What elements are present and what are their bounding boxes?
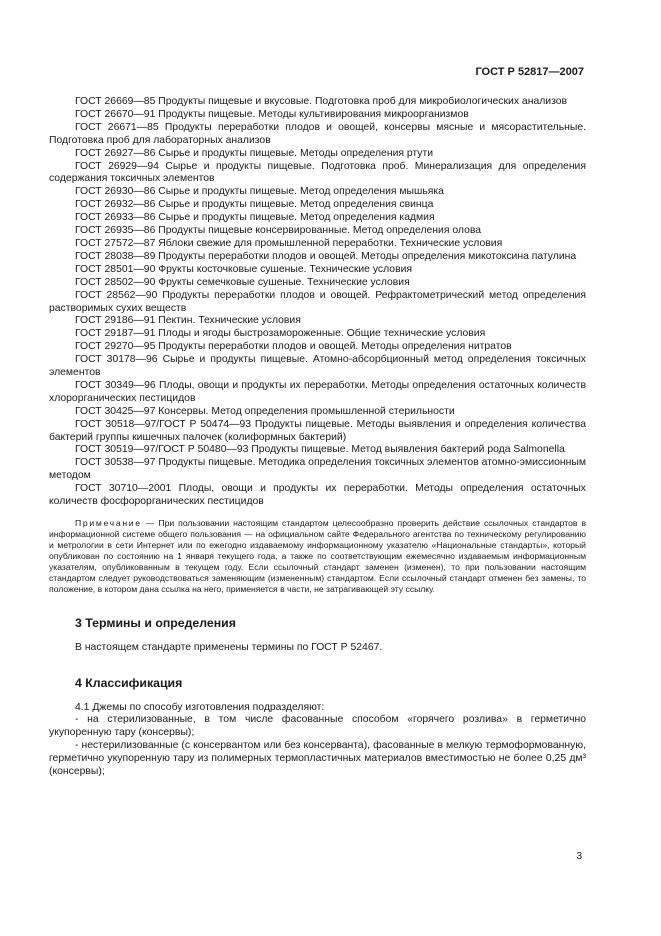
reference-item: ГОСТ 28562—90 Продукты переработки плодов и овощей. Рефрактометрический метод определения растворимых сухих веществ bbox=[49, 289, 586, 314]
clause-4-1-item: - на стерилизованные, в том числе фасованные способом «горячего розлива» в герметично укупоренную тару (консервы); bbox=[49, 714, 586, 739]
reference-item: ГОСТ 30425—97 Консервы. Метод определения промышленной стерильности bbox=[75, 405, 455, 417]
section-4-body bbox=[49, 702, 586, 779]
reference-item: ГОСТ 26929—94 Сырье и продукты пищевые. Подготовка проб. Минерализация для определения содержания токсичных элементов bbox=[49, 160, 586, 185]
reference-item: ГОСТ 26927—86 Сырье и продукты пищевые. Методы определения ртути bbox=[75, 147, 434, 159]
reference-item: ГОСТ 30519—97/ГОСТ Р 50480—93 Продукты пищевые. Метод выявления бактерий рода Salmonella bbox=[75, 444, 565, 456]
reference-item: ГОСТ 30518—97/ГОСТ Р 50474—93 Продукты пищевые. Методы выявления и определения количества бактерий группы кишечных палочек (колиформных бактерий) bbox=[49, 418, 586, 443]
note-label: Примечание bbox=[75, 518, 142, 528]
note-paragraph bbox=[49, 518, 586, 595]
reference-item: ГОСТ 29186—91 Пектин. Технические условия bbox=[75, 315, 301, 327]
reference-item: ГОСТ 26933—86 Сырье и продукты пищевые. Метод определения кадмия bbox=[75, 212, 435, 224]
reference-list bbox=[49, 96, 586, 509]
clause-4-1-item: - нестерилизованные (с консервантом или без консерванта), фасованные в мелкую термоформованную, герметично укупоренную тару из полимерных термопластичных материалов вместимостью не более 0,25 дм³ (консервы); bbox=[49, 740, 586, 777]
page-number: 3 bbox=[576, 851, 582, 862]
reference-item: ГОСТ 26669—85 Продукты пищевые и вкусовые. Подготовка проб для микробиологических анализов bbox=[75, 96, 568, 107]
reference-item: ГОСТ 26670—91 Продукты пищевые. Методы культивирования микроорганизмов bbox=[75, 108, 469, 120]
reference-item: ГОСТ 30178—96 Сырье и продукты пищевые. Атомно-абсорбционный метод определения токсичных элементов bbox=[49, 354, 586, 379]
reference-item: ГОСТ 29270—95 Продукты переработки плодов и овощей. Методы определения нитратов bbox=[75, 341, 512, 353]
reference-item: ГОСТ 26930—86 Сырье и продукты пищевые. Метод определения мышьяка bbox=[75, 186, 444, 198]
clause-4-1-intro: 4.1 Джемы по способу изготовления подразделяют: bbox=[75, 701, 325, 713]
section-4-title: 4 Классификация bbox=[75, 675, 183, 690]
reference-item: ГОСТ 28038—89 Продукты переработки плодов и овощей. Методы определения микотоксина патулина bbox=[75, 250, 577, 262]
reference-item: ГОСТ 26932—86 Сырье и продукты пищевые. Метод определения свинца bbox=[75, 199, 434, 211]
section-3-text: В настоящем стандарте применены термины по ГОСТ Р 52467. bbox=[75, 641, 383, 653]
section-3-body bbox=[49, 642, 586, 655]
document-header: ГОСТ Р 52817—2007 bbox=[475, 66, 584, 78]
reference-item: ГОСТ 30538—97 Продукты пищевые. Методика определения токсичных элементов атомно-эмиссионным методом bbox=[49, 457, 586, 482]
reference-item: ГОСТ 29187—91 Плоды и ягоды быстрозамороженные. Общие технические условия bbox=[75, 328, 486, 340]
section-3-title: 3 Термины и определения bbox=[75, 616, 236, 630]
reference-item: ГОСТ 30349—96 Плоды, овощи и продукты их переработки. Методы определения остаточных количеств хлорорганических пестицидов bbox=[49, 379, 586, 404]
reference-item: ГОСТ 26935—86 Продукты пищевые консервированные. Метод определения олова bbox=[75, 225, 482, 237]
reference-item: ГОСТ 28501—90 Фрукты косточковые сушеные. Технические условия bbox=[75, 263, 413, 275]
page-content bbox=[49, 96, 586, 778]
note-text: — При пользовании настоящим стандартом целесообразно проверить действие ссылочных стандартов в информационной системе общего пользования — на официальном сайте Федерального агентства по техническому регулированию и метрологии в сети Интернет или по ежегодно издаваемому информационному указателю «Национальные стандарты», который опубликован по состоянию на 1 января текущего года, а также по соответствующим ежемесячно издаваемым информационным указателям, опубликованным в текущем году. Если ссылочный стандарт заменен (изменен), то при пользовании настоящим стандартом следует руководствоваться заменяющим (измененным) стандартом. Если ссылочный стандарт отменен без замены, то положение, в котором дана ссылка на него, применяется в части, не затрагивающей эту ссылку. bbox=[49, 518, 587, 594]
reference-item: ГОСТ 26671—85 Продукты переработки плодов и овощей, консервы мясные и мясорастительные. Подготовка проб для лабораторных анализов bbox=[49, 121, 586, 146]
reference-item: ГОСТ 28502—90 Фрукты семечковые сушеные. Технические условия bbox=[75, 276, 410, 288]
reference-item: ГОСТ 27572—87 Яблоки свежие для промышленной переработки. Технические условия bbox=[75, 237, 503, 249]
reference-item: ГОСТ 30710—2001 Плоды, овощи и продукты их переработки. Методы определения остаточных количеств фосфорорганических пестицидов bbox=[49, 483, 586, 508]
